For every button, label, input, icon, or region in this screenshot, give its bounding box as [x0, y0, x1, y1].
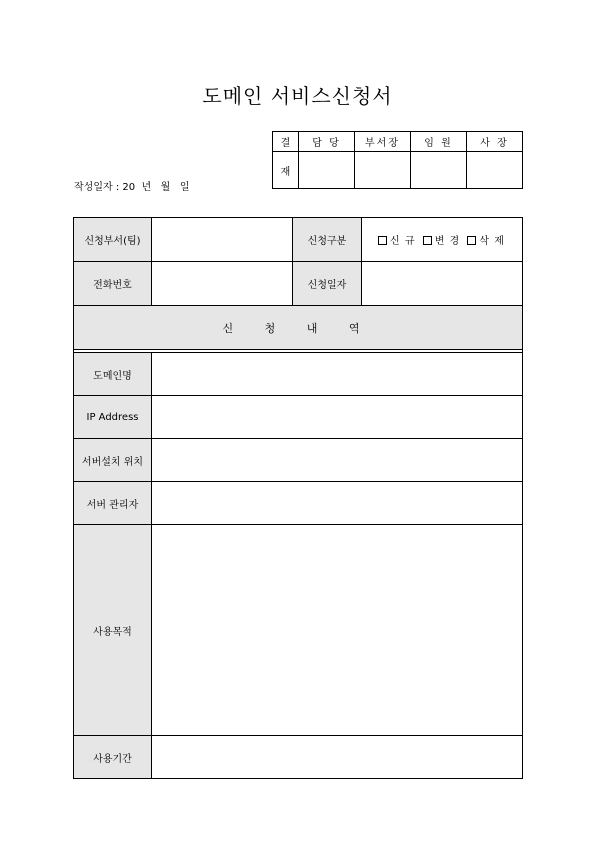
phone-label: 전화번호 — [74, 262, 152, 306]
domain-field[interactable] — [152, 353, 523, 396]
apply-date-label: 신청일자 — [293, 262, 362, 306]
category-label: 신청구분 — [293, 218, 362, 262]
approval-header-executive: 임 원 — [411, 132, 467, 152]
category-options — [362, 218, 523, 262]
ip-label: IP Address — [74, 396, 152, 439]
approval-sign-president[interactable] — [467, 152, 523, 189]
purpose-field[interactable] — [152, 525, 523, 736]
checkbox-new[interactable] — [378, 236, 387, 245]
document-title: 도메인 서비스신청서 — [202, 84, 393, 108]
option-change-label: 변 경 — [434, 236, 461, 247]
period-field[interactable] — [152, 736, 523, 779]
domain-label: 도메인명 — [74, 353, 152, 396]
approval-header-dept-head: 부서장 — [355, 132, 411, 152]
approval-side-bottom: 재 — [273, 152, 299, 189]
option-delete-label: 삭 제 — [479, 236, 505, 247]
server-location-label: 서버설치 위치 — [74, 439, 152, 482]
approval-header-staff: 담 당 — [299, 132, 355, 152]
checkbox-delete[interactable] — [467, 236, 476, 245]
approval-header-president: 사 장 — [467, 132, 523, 152]
server-location-field[interactable] — [152, 439, 523, 482]
approval-sign-staff[interactable] — [299, 152, 355, 189]
phone-field[interactable] — [152, 262, 293, 306]
approval-sign-dept-head[interactable] — [355, 152, 411, 189]
written-date: 작성일자 : 20 년 월 일 — [74, 182, 190, 193]
section-title: 신 청 내 역 — [74, 306, 523, 350]
server-admin-label: 서버 관리자 — [74, 482, 152, 525]
approval-sign-executive[interactable] — [411, 152, 467, 189]
period-label: 사용기간 — [74, 736, 152, 779]
checkbox-change[interactable] — [423, 236, 432, 245]
dept-field[interactable] — [152, 218, 293, 262]
server-admin-field[interactable] — [152, 482, 523, 525]
application-form — [73, 217, 523, 779]
purpose-label: 사용목적 — [74, 525, 152, 736]
option-new-label: 신 규 — [390, 236, 416, 247]
ip-field[interactable] — [152, 396, 523, 439]
dept-label: 신청부서(팀) — [74, 218, 152, 262]
approval-box — [272, 131, 523, 189]
apply-date-field[interactable] — [362, 262, 523, 306]
approval-side-top: 결 — [273, 132, 299, 152]
